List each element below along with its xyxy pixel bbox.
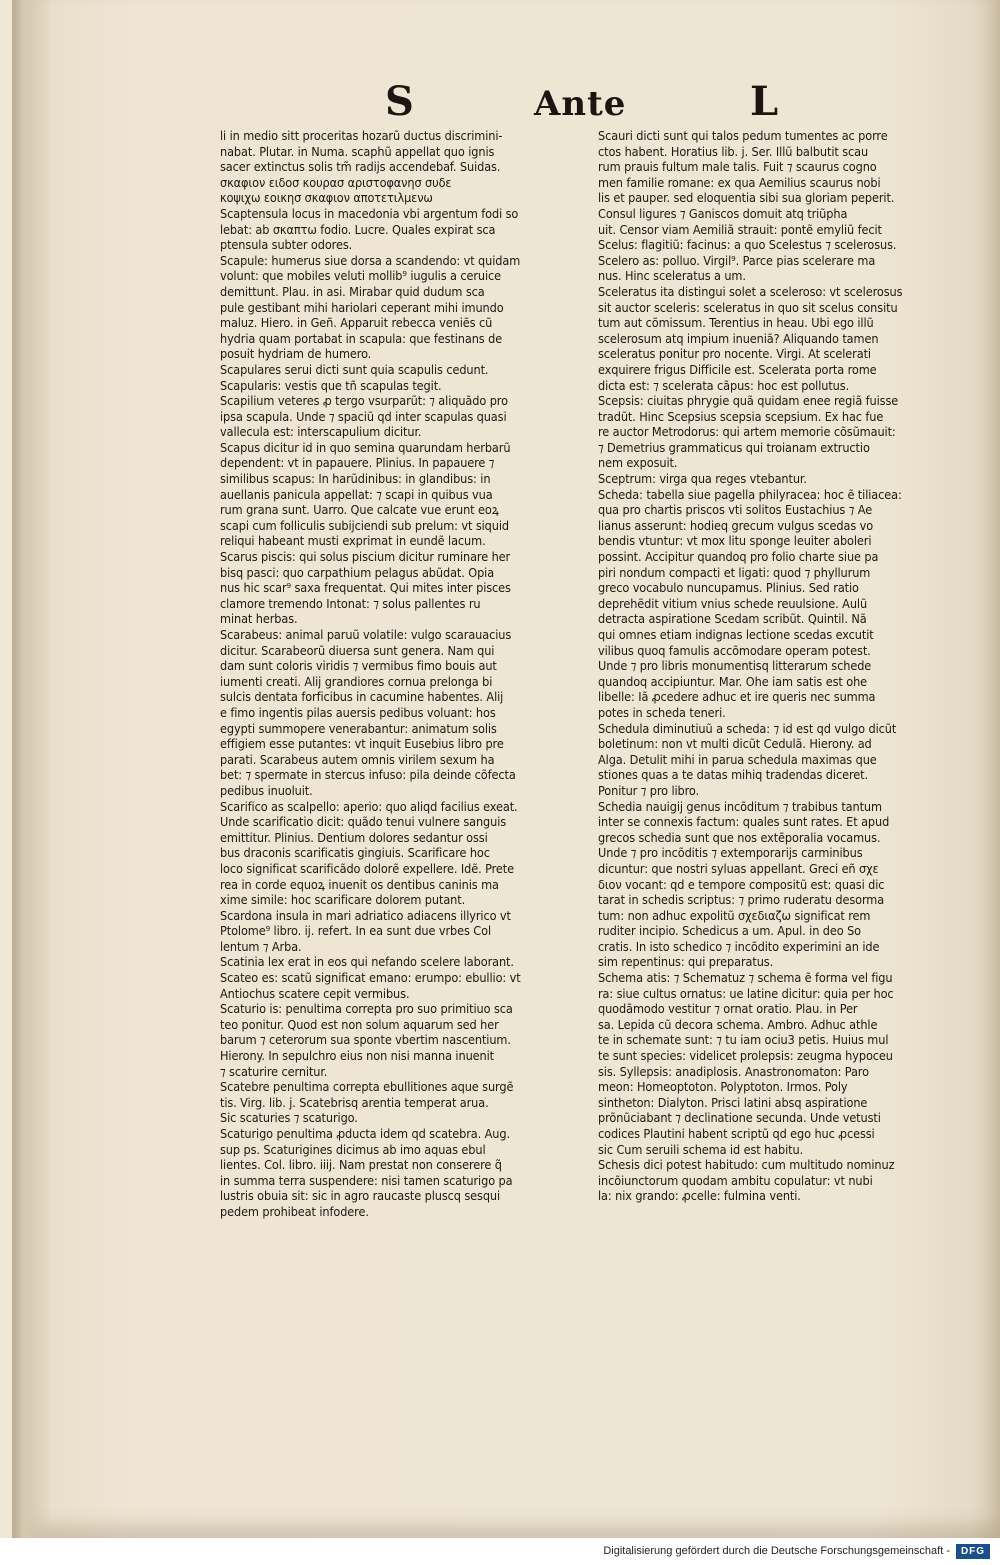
text-line: prõnũciabant ⁊ declinatione secunda. Unde vetusti	[598, 1110, 881, 1126]
text-line: deprehẽdit vitium vnius schede reuulsione. Aulũ	[598, 595, 868, 611]
text-line: lianus asserunt: hodieq grecum vulgus scedas vo	[598, 517, 874, 533]
text-line: tum aut cõmissum. Terentius in heau. Ubi ego illũ	[598, 315, 874, 331]
text-line: stiones quas a te datas mihiq tradendas diceret.	[598, 767, 868, 783]
text-line: sulcis dentata forficibus in cacumine habentes. Alij	[220, 689, 504, 705]
text-line: libelle: Iã ꝓcedere adhuc et ire queris nec summa	[598, 689, 876, 705]
text-line: rum grana sunt. Uarro. Que calcate vue erunt eoꝝ	[220, 502, 499, 518]
text-line: Ponitur ⁊ pro libro.	[598, 782, 700, 798]
header-center-word: Ante	[534, 84, 627, 124]
text-line: exquirere frigus Difficile est. Scelerata porta rome	[598, 361, 877, 377]
text-line: clamore tremendo Intonat: ⁊ solus pallentes ru	[220, 595, 481, 611]
right-text-column	[598, 128, 964, 1204]
text-line: nus. Hinc sceleratus a um.	[598, 268, 746, 284]
text-line: σκαφιον ειδοσ κουρασ αριστοφανησ συδε	[220, 174, 452, 190]
left-text-column	[220, 128, 592, 1220]
text-line: uit. Censor viam Aemiliã strauit: pontẽ emyliũ fecit	[598, 221, 882, 237]
text-line: tis. Virg. lib. j. Scatebrisq arentia temperat arua.	[220, 1094, 489, 1110]
text-line: Antiochus scatere cepit vermibus.	[220, 985, 410, 1001]
text-line: dicta est: ⁊ scelerata cãpus: hoc est pollutus.	[598, 377, 850, 393]
text-line: volunt: que mobiles veluti mollib⁹ iugulis a ceruice	[220, 268, 502, 284]
text-line: potes in scheda teneri.	[598, 704, 726, 720]
text-line: posuit hydriam de humero.	[220, 346, 372, 362]
text-line: sit auctor sceleris: sceleratus in quo sit scelus consitu	[598, 299, 898, 315]
text-line: pule gestibant mihi hariolari ceperant mihi imundo	[220, 299, 504, 315]
text-line: Unde ⁊ pro libris monumentisq litterarum schede	[598, 658, 872, 674]
text-line: κοψιχω εοικησ σκαφιον αποτετιλμενω	[220, 190, 433, 206]
text-line: emittitur. Plinius. Dentium dolores sedantur ossi	[220, 829, 488, 845]
text-line: ruditer incipio. Schedicus a um. Apul. in deo So	[598, 923, 862, 939]
text-line: maluz. Hiero. in Geñ. Apparuit rebecca veniẽs cũ	[220, 315, 493, 331]
text-line: nem exposuit.	[598, 455, 678, 471]
text-line: dependent: vt in papauere. Plinius. In papauere ⁊	[220, 455, 495, 471]
text-line: qua pro chartis priscos vti solitos Eustachius ⁊ Ae	[598, 502, 873, 518]
text-line: reliqui habeant musti exprimat in eundẽ lacum.	[220, 533, 486, 549]
running-header	[12, 78, 1000, 128]
text-line: qui omnes etiam indignas lectione scedas excutit	[598, 627, 874, 642]
text-line: dicuntur: que nostri syluas appellant. Greci eñ σχε	[598, 860, 879, 876]
text-line: rum prauis fultum male talis. Fuit ⁊ scaurus cogno	[598, 159, 877, 175]
text-line: Scarabeus: animal paruũ volatile: vulgo scarauacius	[220, 627, 512, 642]
text-line: dam sunt coloris viridis ⁊ vermibus fimo bouis aut	[220, 658, 497, 674]
text-line: teo ponitur. Quod est non solum aquarum sed her	[220, 1016, 499, 1032]
text-line: incõiunctorum quodam ambitu copulatur: vt nubi	[598, 1172, 873, 1188]
text-line: e fimo ingentis pilas auersis pedibus voluant: hos	[220, 704, 496, 720]
page-gutter	[12, 0, 52, 1538]
text-line: nabat. Plutar. in Numa. scaphũ appellat quo ignis	[220, 143, 495, 159]
text-line: la: nix grando: ꝓcelle: fulmina venti.	[598, 1188, 801, 1204]
text-line: sic Cum seruili schema id est habitu.	[598, 1141, 804, 1157]
text-line: Unde ⁊ pro incõditis ⁊ extemporarijs carminibus	[598, 845, 863, 861]
text-line: Schedula diminutiuũ a scheda: ⁊ id est qd vulgo dicũt	[598, 720, 897, 736]
dfg-logo: DFG	[956, 1544, 990, 1559]
text-line: bisq pasci: quo carpathium pelagus abũdat. Opia	[220, 564, 495, 580]
text-line: parati. Scarabeus autem omnis virilem sexum ha	[220, 751, 495, 767]
text-line: egypti summopere venerabantur: animatum solis	[220, 720, 497, 736]
text-line: Scapule: humerus siue dorsa a scandendo: vt quidam	[220, 252, 521, 268]
text-line: Scapilium veteres ꝓ tergo vsurparũt: ⁊ aliquãdo pro	[220, 393, 508, 409]
text-line: Scheda: tabella siue pagella philyracea: hoc ẽ tiliacea:	[598, 486, 902, 502]
text-line: pedibus inuoluit.	[220, 782, 313, 798]
text-line: sup ps. Scaturigines dicimus ab imo aquas ebul	[220, 1141, 486, 1157]
header-left-letter: S	[385, 78, 415, 125]
text-line: pedem prohibeat infodere.	[220, 1203, 369, 1219]
text-line: Scaturigo penultima ꝓducta idem qd scatebra. Aug.	[220, 1126, 510, 1141]
footer-bar	[0, 1538, 1000, 1565]
text-line: bendis vtuntur: vt mox litu sponge leuiter aboleri	[598, 533, 872, 549]
text-line: bet: ⁊ spermate in stercus infuso: pila deinde cõfecta	[220, 767, 516, 783]
text-line: ipsa scapula. Unde ⁊ spaciũ qd inter scapulas quasi	[220, 408, 507, 424]
text-line: vallecula est: interscapulium dicitur.	[220, 424, 422, 440]
text-line: lientes. Col. libro. iiij. Nam prestat non conserere q̃	[220, 1157, 502, 1173]
text-line: sim repentinus: qui preparatus.	[598, 954, 774, 970]
text-line: sis. Syllepsis: anadiplosis. Anastronomaton: Paro	[598, 1063, 869, 1079]
text-line: Scaptensula locus in macedonia vbi argentum fodi so	[220, 205, 519, 221]
text-line: Sic scaturies ⁊ scaturigo.	[220, 1110, 358, 1126]
text-line: sintheton: Dialyton. Prisci latini absq aspiratione	[598, 1094, 868, 1110]
text-line: hydria quam portabat in scapula: que festinans de	[220, 330, 503, 346]
text-line: tarat in schedis scriptus: ⁊ primo ruderatu desorma	[598, 892, 885, 908]
text-line: Alga. Detulit mihi in parua schedula maximas que	[598, 751, 877, 767]
text-line: Scepsis: ciuitas phrygie quã quidam enee regiã fuisse	[598, 393, 899, 409]
text-line: scelerosum atq impium inueniã? Aliquando tamen	[598, 330, 879, 346]
text-line: barum ⁊ ceterorum sua sponte vbertim nascentium.	[220, 1032, 511, 1048]
text-line: Consul ligures ⁊ Ganiscos domuit atq triũpha	[598, 205, 848, 221]
text-line: Scatinia lex erat in eos qui nefando scelere laborant.	[220, 954, 514, 970]
text-line: iumenti creati. Alij grandiores cornua prelonga bi	[220, 673, 493, 689]
text-line: Scatebre penultima correpta ebullitiones aque surgẽ	[220, 1079, 514, 1095]
text-line: ptensula subter odores.	[220, 237, 353, 253]
text-line: in summa terra suspendere: nisi tamen scaturigo pa	[220, 1172, 513, 1188]
text-line: Scarus piscis: qui solus piscium dicitur ruminare her	[220, 549, 511, 565]
text-line: bus draconis scarificatis gingiuis. Scarificare hoc	[220, 845, 490, 861]
text-line: Scaturio is: penultima correpta pro suo primitiuo sca	[220, 1001, 513, 1017]
text-line: lebat: ab σκαπτω fodio. Lucre. Quales expirat sca	[220, 221, 496, 237]
text-line: rea in corde equoꝝ inuenit os dentibus caninis ma	[220, 876, 499, 892]
text-line: ra: siue cultus ornatus: ue latine dicitur: quia per hoc	[598, 985, 894, 1001]
text-line: Schedia nauigij genus incõditum ⁊ trabibus tantum	[598, 798, 882, 814]
text-line: sacer extinctus solis tm̃ radijs accendebaf. Suidas.	[220, 159, 501, 175]
text-line: sceleratus ponitur pro nocente. Virgi. At scelerati	[598, 346, 871, 362]
text-line: Schesis dici potest habitudo: cum multitudo nominuz	[598, 1157, 895, 1173]
text-line: Scapularis: vestis que tñ scapulas tegit.	[220, 377, 442, 393]
text-line: lentum ⁊ Arba.	[220, 938, 302, 954]
text-line: Scateo es: scatũ significat emano: erumpo: ebullio: vt	[220, 970, 521, 986]
text-line: li in medio sitt proceritas hozarũ ductus discrimini-	[220, 128, 503, 143]
text-line: grecos schedia sunt que nos extẽporalia vocamus.	[598, 829, 881, 845]
text-line: similibus scapus: In harũdinibus: in glandibus: in	[220, 471, 491, 487]
text-line: piri nondum compacti et ligati: quod ⁊ phyllurum	[598, 564, 871, 580]
text-line: loco significat scarificãdo dolorẽ expellere. Idẽ. Prete	[220, 860, 515, 876]
text-line: demittunt. Plau. in asi. Mirabar quid dudum sca	[220, 283, 485, 299]
header-right-letter: L	[750, 78, 780, 125]
text-line: minat herbas.	[220, 611, 298, 627]
text-line: scapi cum folliculis subijciendi sub prelum: vt siquid	[220, 517, 510, 533]
text-line: Schema atis: ⁊ Schematuz ⁊ schema ẽ forma vel figu	[598, 970, 893, 986]
text-line: sa. Lepida cũ decora schema. Ambro. Adhuc athle	[598, 1016, 878, 1032]
text-line: inter se connexis factum: quales sunt rates. Et apud	[598, 814, 890, 830]
text-line: Sceleratus ita distingui solet a sceleroso: vt scelerosus	[598, 283, 903, 299]
text-line: nus hic scar⁹ saxa frequentat. Qui mites inter pisces	[220, 580, 511, 596]
text-line: quodãmodo vestitur ⁊ ornat oratio. Plau. in Per	[598, 1001, 858, 1017]
text-line: effigiem esse putantes: vt inquit Eusebius libro pre	[220, 736, 504, 752]
text-line: greco vocabulo nuncupamus. Plinius. Sed ratio	[598, 580, 859, 596]
text-line: codices Plautini habent scriptũ qd ego huc ꝓcessi	[598, 1126, 875, 1141]
text-line: lis et pauper. sed eloquentia sibi sua gloriam peperit.	[598, 190, 895, 206]
text-line: Scapulares serui dicti sunt quia scapulis cedunt.	[220, 361, 489, 377]
text-line: re auctor Metrodorus: qui artem memorie cõsũmauit:	[598, 424, 896, 440]
text-line: lustris obuia sit: sic in agro raucaste pluscq sesqui	[220, 1188, 501, 1204]
text-line: xime simile: hoc scarificare dolorem putant.	[220, 892, 466, 908]
text-line: detracta aspiratione Scedam scribũt. Quintil. Nã	[598, 611, 867, 627]
text-line: Scarifico as scalpello: aperio: quo aliqd facilius exeat.	[220, 798, 518, 814]
text-line: meon: Homeoptoton. Polyptoton. Irmos. Poly	[598, 1079, 848, 1095]
text-line: boletinum: non vt multi dicũt Cedulã. Hierony. ad	[598, 736, 872, 752]
text-line: ⁊ Demetrius grammaticus qui troianam extructio	[598, 439, 870, 455]
text-line: διον vocant: qd e tempore compositũ est: quasi dic	[598, 876, 885, 892]
text-line: dicitur. Scarabeorũ diuersa sunt genera. Nam qui	[220, 642, 495, 658]
text-line: te in schemate sunt: ⁊ tu iam ociu3 petis. Huius mul	[598, 1032, 889, 1048]
text-line: Scardona insula in mari adriatico adiacens illyrico vt	[220, 907, 511, 923]
text-line: Unde scarificatio dicit: quãdo tenui vulnere sanguis	[220, 814, 507, 830]
text-line: Scapus dicitur id in quo semina quarundam herbarũ	[220, 439, 511, 455]
text-line: Sceptrum: virga qua reges vtebantur.	[598, 471, 807, 487]
text-line: auellanis panicula appellat: ⁊ scapi in quibus vua	[220, 486, 493, 502]
text-line: Scelero as: polluo. Virgil⁹. Parce pias scelerare ma	[598, 252, 876, 268]
text-line: Scelus: flagitiũ: facinus: a quo Scelestus ⁊ scelerosus.	[598, 237, 897, 253]
text-line: ctos habent. Horatius lib. j. Ser. Illũ balbutit scau	[598, 143, 869, 159]
text-line: Ptolome⁹ libro. ij. refert. In ea sunt due vrbes Col	[220, 923, 491, 939]
text-line: cratis. In isto schedico ⁊ incõdito experimini an ide	[598, 938, 880, 954]
text-line: Hierony. In sepulchro eius non nisi manna inuenit	[220, 1048, 494, 1064]
text-line: men familie romane: ex qua Aemilius scaurus nobi	[598, 174, 881, 190]
text-line: Scauri dicti sunt qui talos pedum tumentes ac porre	[598, 128, 888, 143]
text-line: tum: non adhuc expolitũ σχεδιαζω significat rem	[598, 907, 871, 923]
text-line: possint. Accipitur quandoq pro folio charte siue pa	[598, 549, 879, 565]
text-line: ⁊ scaturire cernitur.	[220, 1063, 328, 1079]
footer-credit: Digitalisierung gefördert durch die Deutsche Forschungsgemeinschaft -	[603, 1545, 950, 1557]
text-line: te sunt species: videlicet prolepsis: zeugma hypoceu	[598, 1048, 893, 1064]
text-line: vilibus quoq famulis accõmodare operam potest.	[598, 642, 871, 658]
text-line: tradũt. Hinc Scepsius scepsia scepsium. Ex hac fue	[598, 408, 884, 424]
text-line: quandoq accipiuntur. Mar. Ohe iam satis est ohe	[598, 673, 868, 689]
book-page	[12, 0, 1000, 1538]
